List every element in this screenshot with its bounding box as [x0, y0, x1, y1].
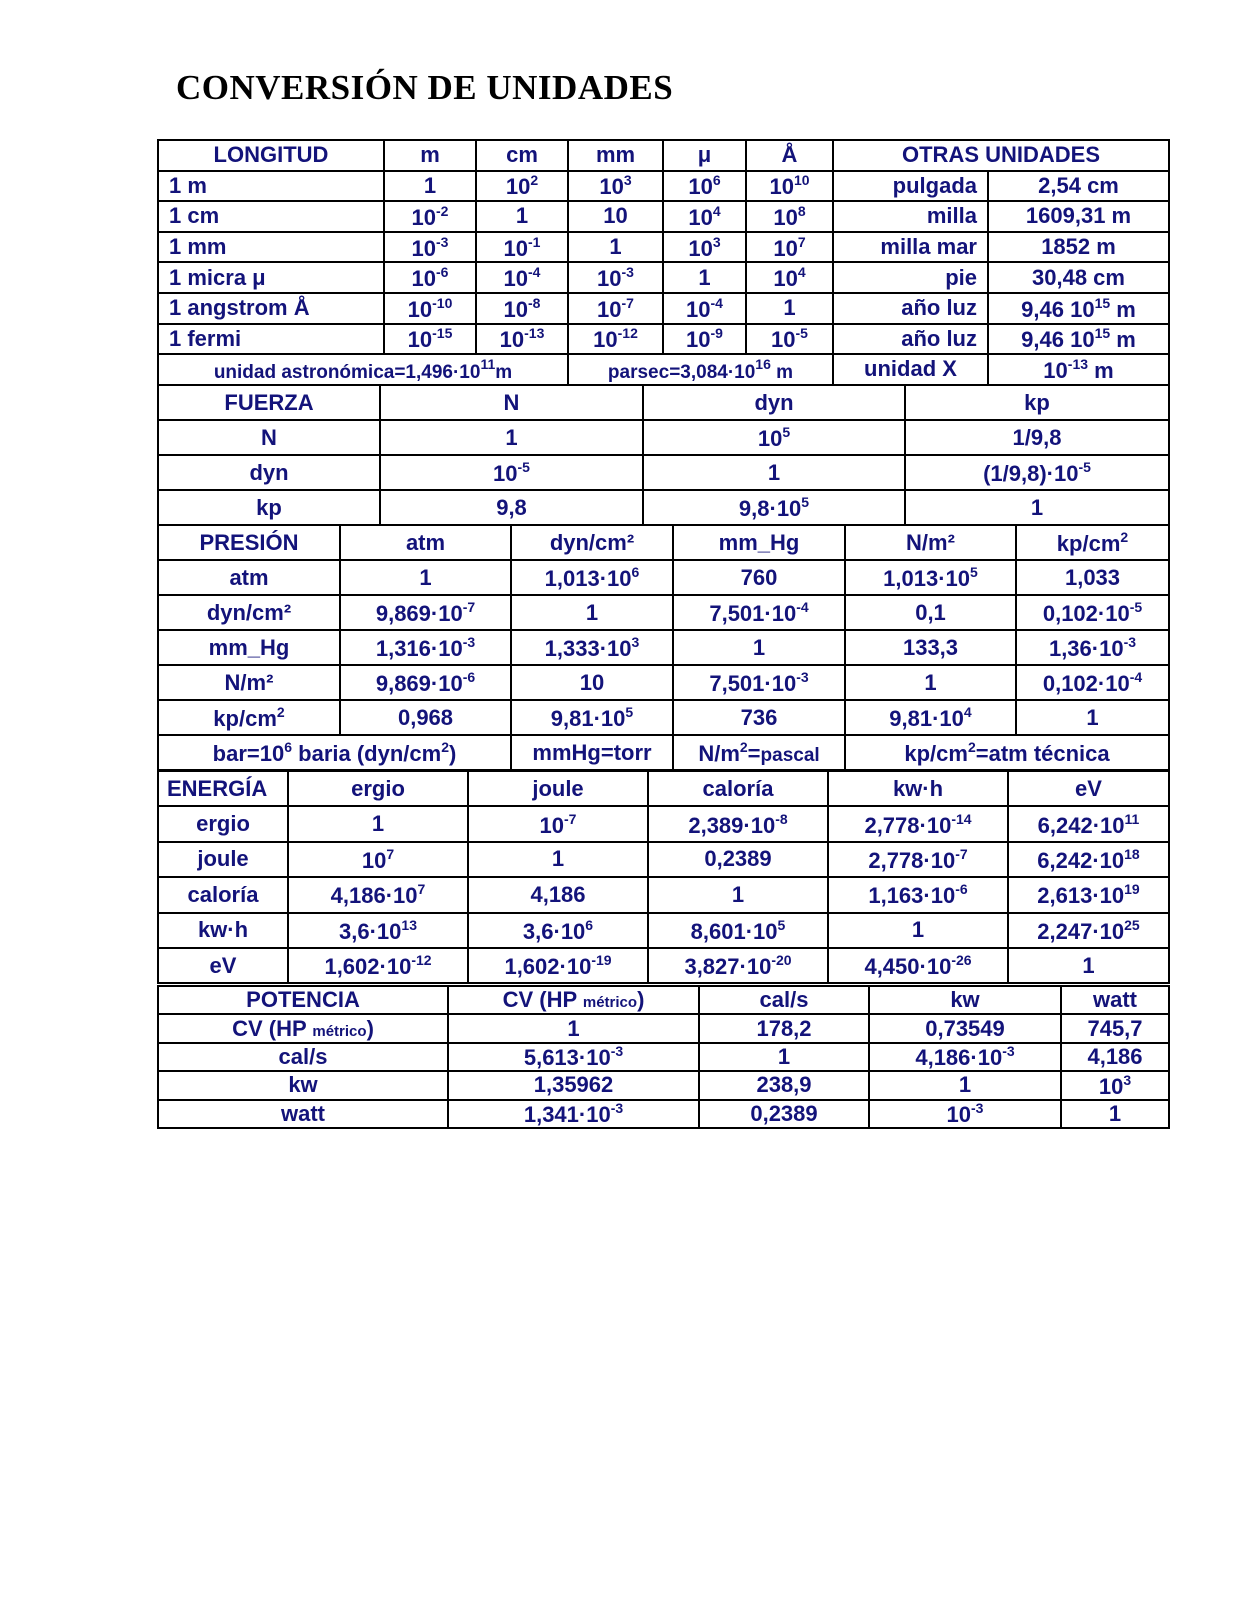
table-row [158, 630, 1169, 665]
table-cell: 1 [828, 913, 1008, 948]
row-label: N [158, 420, 380, 455]
row-label: ergio [158, 806, 288, 841]
table-cell: 133,3 [845, 630, 1016, 665]
header-cell: mm_Hg [673, 525, 845, 560]
table-cell: 1 [643, 455, 905, 490]
table-row [158, 1071, 1169, 1099]
table-cell: 0,2389 [648, 842, 828, 877]
page-title: CONVERSIÓN DE UNIDADES [176, 68, 674, 107]
row-label: caloría [158, 877, 288, 912]
header-cell: cm [476, 140, 568, 171]
table-header-row [158, 525, 1169, 560]
table-row [158, 455, 1169, 490]
table-cell: pie [833, 262, 988, 293]
table-cell: año luz [833, 293, 988, 324]
table-cell: 1 [663, 262, 746, 293]
row-label: kw·h [158, 913, 288, 948]
row-label: kp [158, 490, 380, 525]
table-cell: 1 [905, 490, 1169, 525]
table-cell: $1,013\cdot 10^5$ [845, 560, 1016, 595]
table-cell: $2,389\cdot 10^{-8}$ [648, 806, 828, 841]
table-cell: $10^{-9}$ [663, 324, 746, 355]
table-cell: 1 [845, 665, 1016, 700]
table-cell: 1852 m [988, 232, 1169, 263]
table-cell: 9,46 $10^{15}$ m [988, 324, 1169, 355]
table-cell: 1 [448, 1014, 699, 1042]
table-cell: $6,242\cdot 10^{11}$ [1008, 806, 1169, 841]
parsec-note: $parsec=3,084\cdot 10^{16}$ m [568, 354, 833, 385]
potencia-table [157, 985, 1170, 1129]
table-cell: 1 [673, 630, 845, 665]
table-footer-row [158, 735, 1169, 770]
row-label: $kp/cm^2$ [158, 700, 340, 735]
table-cell: 1 [568, 232, 663, 263]
table-cell: 0,2389 [699, 1100, 869, 1128]
table-row [158, 700, 1169, 735]
table-cell: 178,2 [699, 1014, 869, 1042]
table-header-row [158, 140, 1169, 171]
row-label: N/m² [158, 665, 340, 700]
table-cell: 1 [1008, 948, 1169, 983]
table-cell: $4,186\cdot 10^{-3}$ [869, 1043, 1061, 1071]
table-cell: $10^{10}$ [746, 171, 833, 202]
table-cell: 1/9,8 [905, 420, 1169, 455]
header-cell: eV [1008, 771, 1169, 806]
row-label: kw [158, 1071, 448, 1099]
table-cell: $5,613\cdot 10^{-3}$ [448, 1043, 699, 1071]
table-cell: 9,46 $10^{15}$ m [988, 293, 1169, 324]
table-row [158, 171, 1169, 202]
table-cell: 1 [1061, 1100, 1169, 1128]
table-cell: 9,8 [380, 490, 643, 525]
row-label: 1 cm [158, 201, 384, 232]
row-label: cal/s [158, 1043, 448, 1071]
header-cell: FUERZA [158, 385, 380, 420]
table-cell: 0,73549 [869, 1014, 1061, 1042]
row-label: 1 m [158, 171, 384, 202]
table-row [158, 232, 1169, 263]
table-row [158, 948, 1169, 983]
header-cell: kw [869, 986, 1061, 1014]
table-cell: 0,1 [845, 595, 1016, 630]
table-cell: $9,8\cdot 10^5$ [643, 490, 905, 525]
header-cell: OTRAS UNIDADES [833, 140, 1169, 171]
header-cell: Å [746, 140, 833, 171]
table-cell: 1,033 [1016, 560, 1169, 595]
table-row [158, 420, 1169, 455]
table-cell: $9,81\cdot 10^5$ [511, 700, 673, 735]
table-cell: $1,602\cdot 10^{-12}$ [288, 948, 468, 983]
table-cell: $10^4$ [663, 201, 746, 232]
header-cell: caloría [648, 771, 828, 806]
header-cell: N/m² [845, 525, 1016, 560]
energia-table [157, 770, 1170, 984]
header-cell: $kp/cm^2$ [1016, 525, 1169, 560]
table-cell: $(1/9,8)\cdot 10^{-5}$ [905, 455, 1169, 490]
x-unit-label: unidad X [833, 354, 988, 385]
table-cell: $10^{-15}$ [384, 324, 476, 355]
table-cell: $10^3$ [1061, 1071, 1169, 1099]
table-cell: $10^{-7}$ [568, 293, 663, 324]
pascal-note: $N/m^2=pascal$ [673, 735, 845, 770]
table-cell: 4,186 [468, 877, 648, 912]
table-row [158, 490, 1169, 525]
row-label: 1 fermi [158, 324, 384, 355]
table-cell: 1609,31 m [988, 201, 1169, 232]
table-cell: $10^{-12}$ [568, 324, 663, 355]
header-cell: watt [1061, 986, 1169, 1014]
table-cell: $2,778\cdot 10^{-7}$ [828, 842, 1008, 877]
fuerza-table [157, 384, 1170, 526]
table-cell: 1,35962 [448, 1071, 699, 1099]
table-cell: milla mar [833, 232, 988, 263]
table-cell: 30,48 cm [988, 262, 1169, 293]
table-cell: 4,186 [1061, 1043, 1169, 1071]
table-cell: 745,7 [1061, 1014, 1169, 1042]
header-cell: joule [468, 771, 648, 806]
header-cell: m [384, 140, 476, 171]
table-cell: $1,316\cdot 10^{-3}$ [340, 630, 511, 665]
table-cell: $1,341\cdot 10^{-3}$ [448, 1100, 699, 1128]
table-cell: $1,602\cdot 10^{-19}$ [468, 948, 648, 983]
table-row [158, 201, 1169, 232]
table-cell: $4,450\cdot 10^{-26}$ [828, 948, 1008, 983]
table-cell: 10 [568, 201, 663, 232]
table-cell: 1 [511, 595, 673, 630]
table-row [158, 1014, 1169, 1042]
row-label: CV (HP métrico) [158, 1014, 448, 1042]
table-cell: $8,601\cdot 10^5$ [648, 913, 828, 948]
header-cell: ENERGÍA [158, 771, 288, 806]
table-cell: $0,102\cdot 10^{-5}$ [1016, 595, 1169, 630]
table-cell: $2,778\cdot 10^{-14}$ [828, 806, 1008, 841]
header-cell: N [380, 385, 643, 420]
table-cell: $10^{-3}$ [568, 262, 663, 293]
table-cell: $3,6\cdot 10^6$ [468, 913, 648, 948]
header-cell: cal/s [699, 986, 869, 1014]
table-cell: $9,81\cdot 10^4$ [845, 700, 1016, 735]
table-row [158, 806, 1169, 841]
table-cell: 1 [648, 877, 828, 912]
table-cell: 1 [1016, 700, 1169, 735]
row-label: dyn [158, 455, 380, 490]
table-cell: milla [833, 201, 988, 232]
table-cell: 2,54 cm [988, 171, 1169, 202]
table-row [158, 262, 1169, 293]
header-cell: atm [340, 525, 511, 560]
table-cell: 1 [476, 201, 568, 232]
table-cell: $1,333\cdot 10^3$ [511, 630, 673, 665]
table-cell: pulgada [833, 171, 988, 202]
table-row [158, 293, 1169, 324]
table-cell: $10^{-5}$ [380, 455, 643, 490]
table-cell: $7,501\cdot 10^{-4}$ [673, 595, 845, 630]
table-cell: $10^2$ [476, 171, 568, 202]
table-cell: $10^3$ [568, 171, 663, 202]
table-cell: año luz [833, 324, 988, 355]
row-label: dyn/cm² [158, 595, 340, 630]
row-label: atm [158, 560, 340, 595]
table-cell: $0,102\cdot 10^{-4}$ [1016, 665, 1169, 700]
table-footer-row [158, 354, 1169, 385]
table-cell: $10^{-13}$ [476, 324, 568, 355]
table-cell: 1 [380, 420, 643, 455]
header-cell: dyn [643, 385, 905, 420]
row-label: 1 mm [158, 232, 384, 263]
table-cell: $1,013\cdot 10^6$ [511, 560, 673, 595]
row-label: 1 angstrom Å [158, 293, 384, 324]
table-cell: $10^{-2}$ [384, 201, 476, 232]
header-cell: LONGITUD [158, 140, 384, 171]
table-cell: 1 [746, 293, 833, 324]
table-cell: $10^{-1}$ [476, 232, 568, 263]
table-cell: $10^{-5}$ [746, 324, 833, 355]
table-cell: $10^{-3}$ [869, 1100, 1061, 1128]
table-cell: 1 [384, 171, 476, 202]
table-cell: 0,968 [340, 700, 511, 735]
table-row [158, 560, 1169, 595]
table-cell: 238,9 [699, 1071, 869, 1099]
table-cell: $10^{-4}$ [663, 293, 746, 324]
table-cell: $3,6\cdot 10^{13}$ [288, 913, 468, 948]
table-cell: $3,827\cdot 10^{-20}$ [648, 948, 828, 983]
table-row [158, 665, 1169, 700]
table-header-row [158, 771, 1169, 806]
table-cell: $2,247\cdot 10^{25}$ [1008, 913, 1169, 948]
table-cell: 1 [468, 842, 648, 877]
presion-table [157, 524, 1170, 771]
table-cell: $10^{-10}$ [384, 293, 476, 324]
table-cell: 1 [288, 806, 468, 841]
table-header-row [158, 986, 1169, 1014]
header-cell: CV (HP métrico) [448, 986, 699, 1014]
astronomical-unit-note: unidad $astronómica=1,496\cdot 10^{11}m$ [158, 354, 568, 385]
table-header-row [158, 385, 1169, 420]
row-label: watt [158, 1100, 448, 1128]
header-cell: mm [568, 140, 663, 171]
table-cell: $10^{-8}$ [476, 293, 568, 324]
table-cell: $10^5$ [643, 420, 905, 455]
table-cell: 1 [340, 560, 511, 595]
header-cell: POTENCIA [158, 986, 448, 1014]
technical-atm-note: $kp/cm^2=atm$ técnica [845, 735, 1169, 770]
table-cell: $10^6$ [663, 171, 746, 202]
table-row [158, 842, 1169, 877]
table-cell: $10^{-3}$ [384, 232, 476, 263]
table-cell: 760 [673, 560, 845, 595]
table-cell: 1 [869, 1071, 1061, 1099]
table-cell: 736 [673, 700, 845, 735]
table-cell: $10^4$ [746, 262, 833, 293]
row-label: joule [158, 842, 288, 877]
table-cell: $1,36\cdot 10^{-3}$ [1016, 630, 1169, 665]
table-cell: $1,163\cdot 10^{-6}$ [828, 877, 1008, 912]
header-cell: μ [663, 140, 746, 171]
x-unit-value: $10^{-13}$ m [988, 354, 1169, 385]
table-row [158, 877, 1169, 912]
header-cell: kw·h [828, 771, 1008, 806]
row-label: mm_Hg [158, 630, 340, 665]
table-cell: $4,186\cdot 10^7$ [288, 877, 468, 912]
table-cell: $9,869\cdot 10^{-7}$ [340, 595, 511, 630]
table-row [158, 1100, 1169, 1128]
table-cell: $9,869\cdot 10^{-6}$ [340, 665, 511, 700]
table-cell: $6,242\cdot 10^{18}$ [1008, 842, 1169, 877]
table-cell: $10^7$ [746, 232, 833, 263]
header-cell: ergio [288, 771, 468, 806]
table-cell: $2,613\cdot 10^{19}$ [1008, 877, 1169, 912]
row-label: 1 micra μ [158, 262, 384, 293]
table-cell: 10 [511, 665, 673, 700]
longitud-table [157, 139, 1170, 386]
table-cell: $10^{-6}$ [384, 262, 476, 293]
torr-note: mmHg=torr [511, 735, 673, 770]
header-cell: kp [905, 385, 1169, 420]
table-row [158, 324, 1169, 355]
header-cell: dyn/cm² [511, 525, 673, 560]
table-cell: $10^{-7}$ [468, 806, 648, 841]
table-cell: $10^8$ [746, 201, 833, 232]
header-cell: PRESIÓN [158, 525, 340, 560]
table-cell: $10^{-4}$ [476, 262, 568, 293]
row-label: eV [158, 948, 288, 983]
table-cell: $7,501\cdot 10^{-3}$ [673, 665, 845, 700]
table-row [158, 913, 1169, 948]
table-cell: $10^3$ [663, 232, 746, 263]
table-row [158, 1043, 1169, 1071]
table-cell: 1 [699, 1043, 869, 1071]
bar-note: $bar=10^6$ baria $(dyn/cm^2)$ [158, 735, 511, 770]
table-cell: $10^7$ [288, 842, 468, 877]
table-row [158, 595, 1169, 630]
